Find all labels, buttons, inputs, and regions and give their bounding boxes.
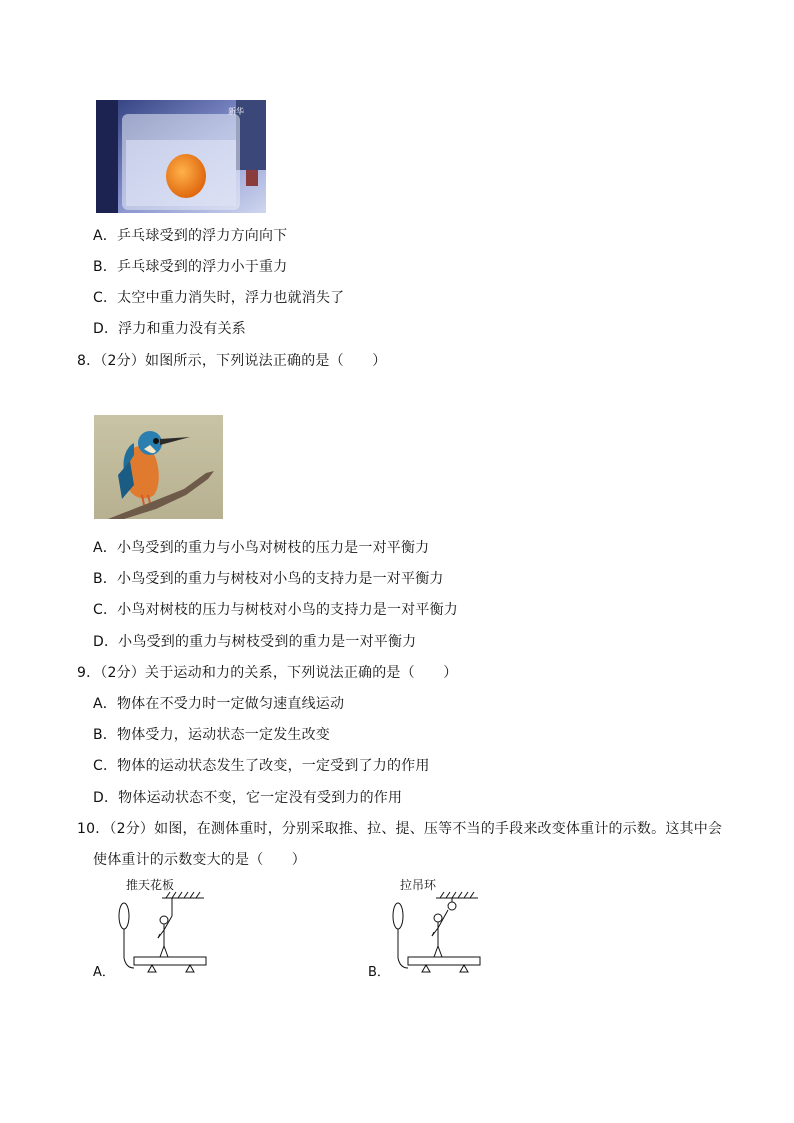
figure-b-caption: 拉吊环: [400, 878, 437, 892]
figure-a-label: A．: [93, 965, 115, 980]
q8-option-c: C．小鸟对树枝的压力与树枝对小鸟的支持力是一对平衡力: [93, 602, 458, 618]
q8-option-a: A．小鸟受到的重力与小鸟对树枝的压力是一对平衡力: [93, 540, 430, 556]
q7-option-a: A．乒乓球受到的浮力方向向下: [93, 228, 288, 244]
pingpong-ball-photo: [96, 100, 266, 213]
q9-option-d: D．物体运动状态不变，它一定没有受到力的作用: [93, 790, 403, 806]
q9-option-c: C．物体的运动状态发生了改变，一定受到了力的作用: [93, 758, 430, 774]
q7-option-c: C．太空中重力消失时，浮力也就消失了: [93, 290, 345, 306]
q10-stem-line1: 10．（2分）如图，在测体重时，分别采取推、拉、提、压等不当的手段来改变体重计的示数。这其中会: [77, 821, 723, 837]
figure-b-pull-ring: [386, 890, 486, 980]
q8-stem: 8．（2分）如图所示，下列说法正确的是（ ）: [77, 353, 387, 369]
q9-stem: 9．（2分）关于运动和力的关系，下列说法正确的是（ ）: [77, 665, 458, 681]
kingfisher-photo: [94, 415, 223, 519]
figure-a-caption: 推天花板: [126, 878, 175, 892]
svg-text:新华: 新华: [228, 107, 244, 116]
figure-b-label: B．: [368, 965, 390, 980]
q7-option-d: D．浮力和重力没有关系: [93, 321, 246, 337]
q9-option-a: A．物体在不受力时一定做匀速直线运动: [93, 696, 345, 712]
q7-option-b: B．乒乓球受到的浮力小于重力: [93, 259, 288, 275]
q8-option-b: B．小鸟受到的重力与树枝对小鸟的支持力是一对平衡力: [93, 571, 444, 587]
figure-a-push-ceiling: [112, 890, 212, 980]
q8-option-d: D．小鸟受到的重力与树枝受到的重力是一对平衡力: [93, 634, 417, 650]
q9-option-b: B．物体受力，运动状态一定发生改变: [93, 727, 331, 743]
q10-stem-line2: 使体重计的示数变大的是（ ）: [93, 852, 306, 868]
